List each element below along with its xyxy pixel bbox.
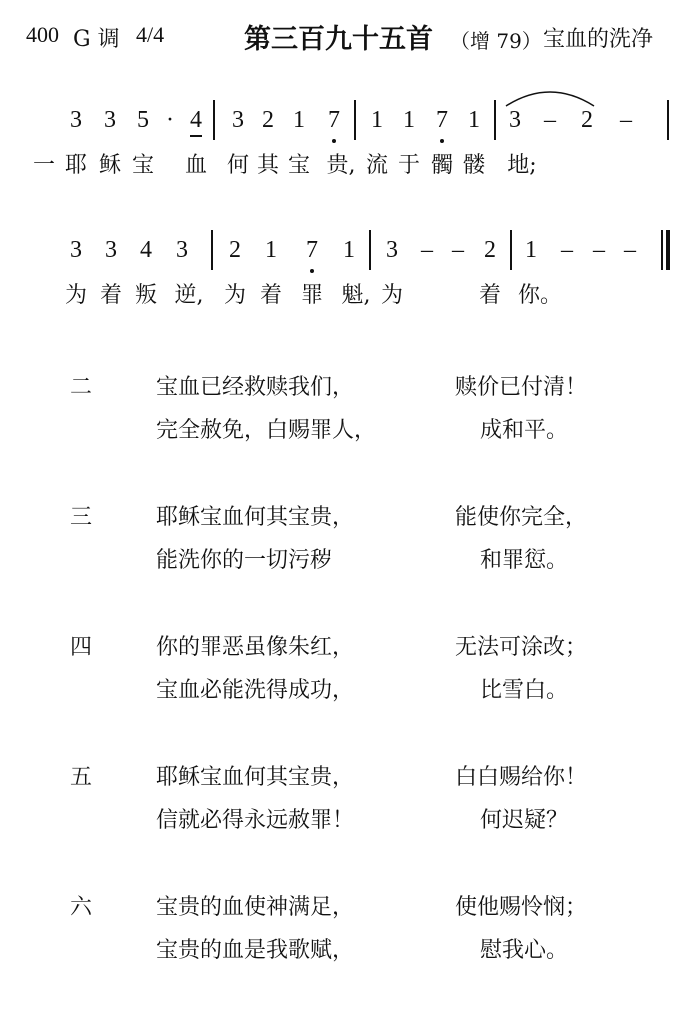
note: 3 xyxy=(104,107,116,133)
dash: – xyxy=(624,237,636,263)
lyric-char: 逆, xyxy=(174,283,204,308)
barline xyxy=(494,100,496,140)
note: 1 xyxy=(468,107,480,133)
verse-line: 和罪愆。 xyxy=(480,548,569,573)
verse-number: 四 xyxy=(70,635,93,660)
hymn-title: 第三百九十五首 xyxy=(244,24,433,55)
lyric-char: 贵, xyxy=(326,153,356,178)
verse-number: 五 xyxy=(70,765,93,790)
lyric-char: 髅 xyxy=(462,153,486,178)
note: 3 xyxy=(232,107,244,133)
note: 2 xyxy=(581,107,593,133)
lyric-char: 血 xyxy=(184,153,208,178)
low-octave-dot xyxy=(440,139,444,143)
low-octave-dot xyxy=(310,269,314,273)
barline xyxy=(213,100,215,140)
low-octave-dot xyxy=(332,139,336,143)
note: 3 xyxy=(386,237,398,263)
verse-line: 宝血已经救赎我们， xyxy=(156,375,355,400)
hymn-subtitle: 宝血的洗净 xyxy=(543,27,654,52)
verse-line: 何迟疑？ xyxy=(480,808,569,833)
lyric-char: 为 xyxy=(223,283,247,308)
hymn-reference: （增 79） xyxy=(450,29,542,53)
verse-line: 成和平。 xyxy=(480,418,569,443)
dash: – xyxy=(544,107,556,133)
note: 2 xyxy=(484,237,496,263)
lyric-char: 为 xyxy=(64,283,88,308)
verse-line: 赎价已付清！ xyxy=(455,375,588,400)
lyric-char: 为 xyxy=(380,283,404,308)
note: 2 xyxy=(229,237,241,263)
note-low xyxy=(328,106,340,134)
verse-line: 宝贵的血使神满足， xyxy=(156,895,355,920)
lyric-char: 地; xyxy=(507,153,537,178)
dot: · xyxy=(166,107,174,133)
note: 1 xyxy=(293,107,305,133)
note: 1 xyxy=(403,107,415,133)
note: 4 xyxy=(140,237,152,263)
dash: – xyxy=(561,237,573,263)
note: 3 xyxy=(176,237,188,263)
note: 1 xyxy=(525,237,537,263)
note: 1 xyxy=(371,107,383,133)
lyric-char: 流 xyxy=(365,153,389,178)
lyric-char: 宝 xyxy=(287,153,311,178)
note: 3 xyxy=(105,237,117,263)
hymn-number: 400 xyxy=(26,22,59,47)
lyric-char: 稣 xyxy=(98,153,122,178)
final-barline-thick xyxy=(666,230,670,270)
verse-line: 慰我心。 xyxy=(480,938,569,963)
lyric-char: 魁, xyxy=(341,283,371,308)
verse-number: 三 xyxy=(70,505,93,530)
key-signature: G 调 xyxy=(73,27,120,52)
lyric-char: 宝 xyxy=(131,153,155,178)
barline xyxy=(354,100,356,140)
slur xyxy=(500,84,600,108)
verse-number-one: 一 xyxy=(32,153,56,178)
verse-line: 白白赐给你！ xyxy=(455,765,588,790)
lyric-char: 于 xyxy=(397,153,421,178)
note-low xyxy=(306,236,318,264)
note: 3 xyxy=(509,107,521,133)
note: 1 xyxy=(343,237,355,263)
dash: – xyxy=(421,237,433,263)
note: 3 xyxy=(70,107,82,133)
note-eighth xyxy=(190,106,202,134)
barline xyxy=(369,230,371,270)
note-digit: 7 xyxy=(328,107,340,133)
lyric-char: 髑 xyxy=(430,153,454,178)
barline xyxy=(510,230,512,270)
barline xyxy=(211,230,213,270)
lyric-char: 罪 xyxy=(300,283,324,308)
dash: – xyxy=(620,107,632,133)
lyric-char: 你。 xyxy=(517,283,563,308)
verse-line: 比雪白。 xyxy=(480,678,569,703)
underline xyxy=(190,135,202,137)
note-digit: 7 xyxy=(306,237,318,263)
note: 2 xyxy=(262,107,274,133)
lyric-char: 着 xyxy=(478,283,502,308)
lyric-char: 其 xyxy=(256,153,280,178)
note-digit: 4 xyxy=(190,107,202,133)
verse-line: 宝血必能洗得成功， xyxy=(156,678,355,703)
dash: – xyxy=(593,237,605,263)
verse-line: 你的罪恶虽像朱红， xyxy=(156,635,355,660)
final-barline-thin xyxy=(661,230,663,270)
note: 3 xyxy=(70,237,82,263)
verse-line: 信就必得永远赦罪！ xyxy=(156,808,355,833)
note: 5 xyxy=(137,107,149,133)
barline xyxy=(667,100,669,140)
verse-number: 二 xyxy=(70,375,93,400)
note-low xyxy=(436,106,448,134)
lyric-char: 耶 xyxy=(64,153,88,178)
verse-line: 耶稣宝血何其宝贵， xyxy=(156,505,355,530)
verse-line: 能洗你的一切污秽 xyxy=(156,548,333,573)
time-signature: 4/4 xyxy=(136,22,165,47)
note: 1 xyxy=(265,237,277,263)
lyric-char: 着 xyxy=(259,283,283,308)
lyric-char: 着 xyxy=(99,283,123,308)
dash: – xyxy=(452,237,464,263)
verse-line: 无法可涂改； xyxy=(455,635,588,660)
verse-line: 使他赐怜悯； xyxy=(455,895,588,920)
lyric-char: 何 xyxy=(226,153,250,178)
verse-line: 完全赦免，白赐罪人， xyxy=(156,418,377,443)
verse-line: 耶稣宝血何其宝贵， xyxy=(156,765,355,790)
lyric-char: 叛 xyxy=(134,283,158,308)
verse-number: 六 xyxy=(70,895,93,920)
verse-line: 能使你完全， xyxy=(455,505,588,530)
verse-line: 宝贵的血是我歌赋， xyxy=(156,938,355,963)
note-digit: 7 xyxy=(436,107,448,133)
